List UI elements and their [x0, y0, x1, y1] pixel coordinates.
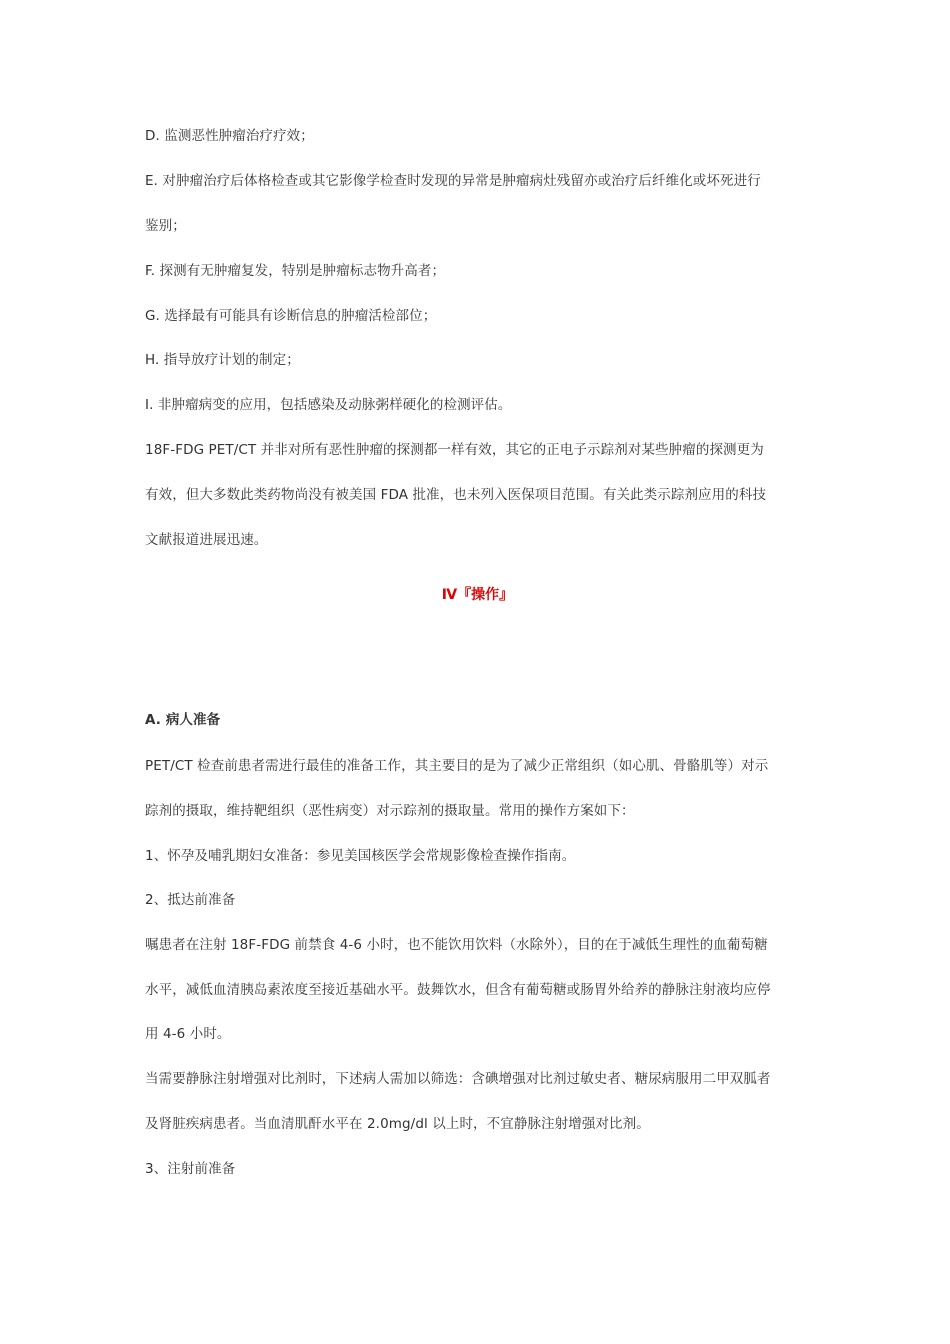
- list-item-e-line2: 鉴别；: [145, 218, 186, 234]
- section-title: Ⅳ『操作』: [441, 587, 514, 603]
- paragraph-line: 文献报道进展迅速。: [145, 532, 268, 548]
- paragraph-line: 当需要静脉注射增强对比剂时，下述病人需加以筛选：含碘增强对比剂过敏史者、糖尿病服用二甲双胍者: [145, 1071, 771, 1087]
- subsection-title: A. 病人准备: [145, 712, 221, 728]
- paragraph-line: 水平，减低血清胰岛素浓度至接近基础水平。鼓舞饮水，但含有葡萄糖或肠胃外给养的静脉注射液均应停: [145, 982, 771, 998]
- paragraph-line: 用 4-6 小时。: [145, 1026, 231, 1042]
- step-item: 1、怀孕及哺乳期妇女准备：参见美国核医学会常规影像检查操作指南。: [145, 848, 576, 864]
- paragraph-line: 踪剂的摄取，维持靶组织（恶性病变）对示踪剂的摄取量。常用的操作方案如下：: [145, 803, 635, 819]
- list-item-e-line1: E. 对肿瘤治疗后体格检查或其它影像学检查时发现的异常是肿瘤病灶残留亦或治疗后纤维化或坏死进行: [145, 173, 761, 189]
- paragraph-line: 嘱患者在注射 18F-FDG 前禁食 4-6 小时，也不能饮用饮料（水除外），目的在于减低生理性的血葡萄糖: [145, 937, 768, 953]
- list-item-f: F. 探测有无肿瘤复发，特别是肿瘤标志物升高者；: [145, 263, 446, 279]
- paragraph-line: 及肾脏疾病患者。当血清肌酐水平在 2.0mg/dl 以上时，不宜静脉注射增强对比剂。: [145, 1116, 650, 1132]
- paragraph-line: 有效，但大多数此类药物尚没有被美国 FDA 批准，也未列入医保项目范围。有关此类示踪剂应用的科技: [145, 487, 767, 503]
- list-item-i: I. 非肿瘤病变的应用，包括感染及动脉粥样硬化的检测评估。: [145, 397, 512, 413]
- step-item: 2、抵达前准备: [145, 892, 236, 908]
- step-item: 3、注射前准备: [145, 1161, 236, 1177]
- paragraph-line: PET/CT 检查前患者需进行最佳的准备工作，其主要目的是为了减少正常组织（如心肌、骨骼肌等）对示: [145, 758, 769, 774]
- list-item-g: G. 选择最有可能具有诊断信息的肿瘤活检部位；: [145, 308, 437, 324]
- paragraph-line: 18F-FDG PET/CT 并非对所有恶性肿瘤的探测都一样有效，其它的正电子示踪剂对某些肿瘤的探测更为: [145, 442, 764, 458]
- list-item-d: D. 监测恶性肿瘤治疗疗效；: [145, 128, 314, 144]
- list-item-h: H. 指导放疗计划的制定；: [145, 352, 300, 368]
- document-page: [145, 0, 810, 1344]
